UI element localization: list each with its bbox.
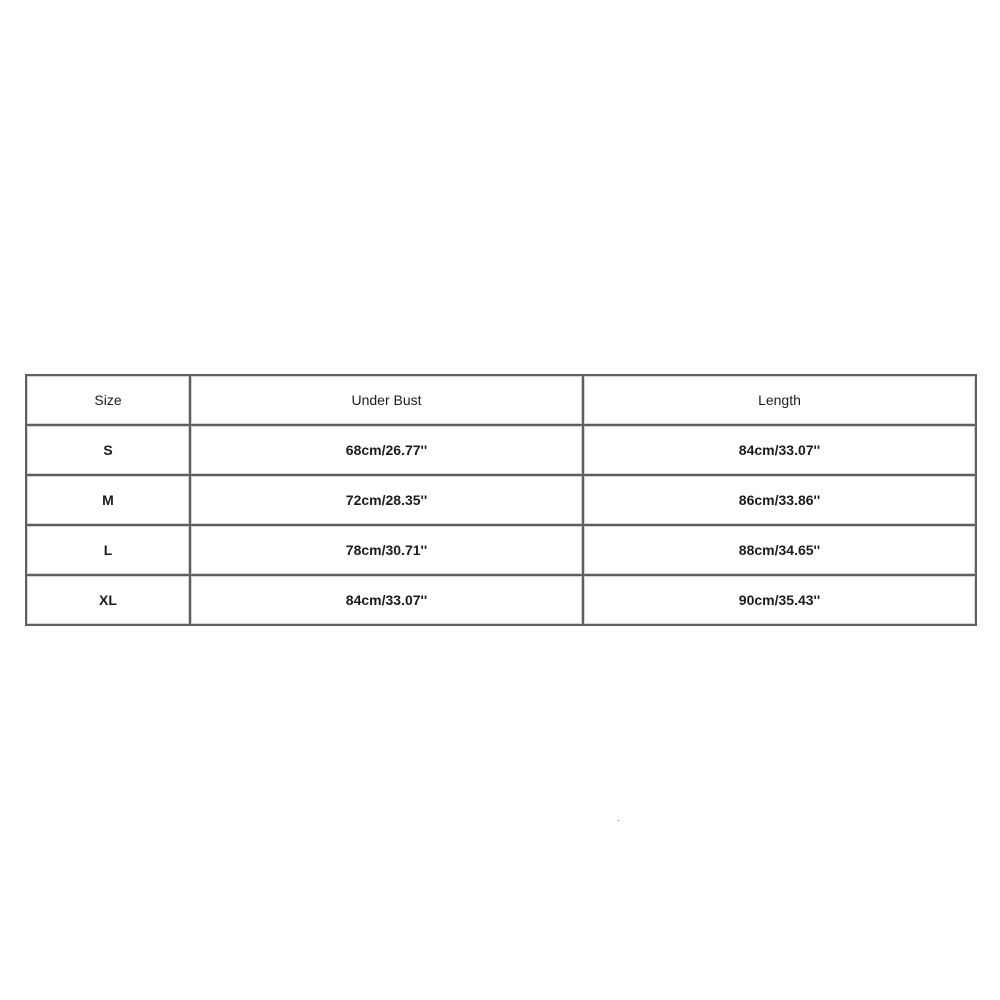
header-length: Length xyxy=(583,375,976,425)
table-row xyxy=(26,525,976,575)
table-row xyxy=(26,475,976,525)
header-size: Size xyxy=(26,375,190,425)
cell-length: 88cm/34.65'' xyxy=(583,525,976,575)
cell-size: S xyxy=(26,425,190,475)
cell-length: 86cm/33.86'' xyxy=(583,475,976,525)
stray-dot xyxy=(618,820,619,821)
cell-under-bust: 72cm/28.35'' xyxy=(190,475,583,525)
table-row xyxy=(26,575,976,625)
cell-size: XL xyxy=(26,575,190,625)
cell-length: 84cm/33.07'' xyxy=(583,425,976,475)
table-row xyxy=(26,425,976,475)
cell-size: L xyxy=(26,525,190,575)
cell-size: M xyxy=(26,475,190,525)
size-chart-table xyxy=(25,374,977,626)
cell-under-bust: 68cm/26.77'' xyxy=(190,425,583,475)
header-under-bust: Under Bust xyxy=(190,375,583,425)
cell-under-bust: 84cm/33.07'' xyxy=(190,575,583,625)
cell-length: 90cm/35.43'' xyxy=(583,575,976,625)
cell-under-bust: 78cm/30.71'' xyxy=(190,525,583,575)
table-header-row xyxy=(26,375,976,425)
